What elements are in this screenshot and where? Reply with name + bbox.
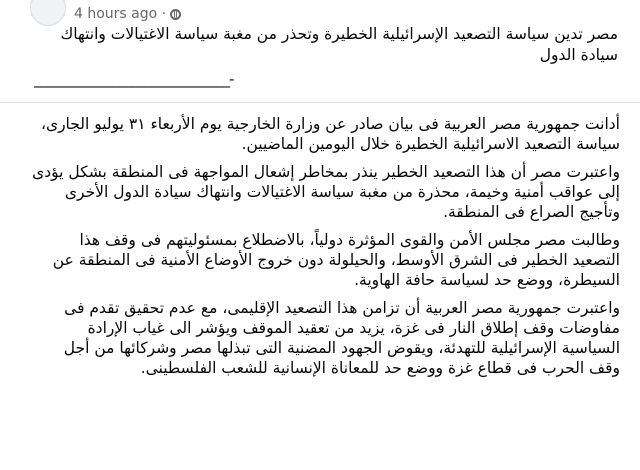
paragraph: وطالبت مصر مجلس الأمن والقوى المؤثرة دولياً، بالاضطلاع بمسئوليتهم فى وقف هذا التصعيد الخطير فى الشرق الأوسط، والحيلولة دون خروج الأوضاع الأمنية فى المنطقة عن السيطرة، ووضع حد لسياسة حافة الهاوية. (52, 231, 620, 289)
avatar[interactable] (30, 0, 66, 26)
paragraph: أدانت جمهورية مصر العربية فى بيان صادر عن وزارة الخارجية يوم الأربعاء ٣١ يوليو الجارى، سياسة التصعيد الاسرائيلية الخطيرة خلال اليومين الماضيين. (40, 115, 620, 153)
paragraph: واعتبرت مصر أن هذا التصعيد الخطير ينذر بمخاطر إشعال المواجهة فى المنطقة بشكل يؤدى إلى عواقب أمنية وخيمة، محذرة من مغبة سياسة الاغتيالات وانتهاك سيادة الدول الأخرى وتأجيج الصراع فى المنطقة. (32, 163, 620, 221)
separator-line (0, 102, 640, 103)
post-header (30, 0, 181, 26)
post-headline: مصر تدين سياسة التصعيد الإسرائيلية الخطيرة وتحذر من مغبة سياسة الاغتيالات وانتهاك سيادة الدول (60, 25, 618, 64)
post-timestamp[interactable]: 4 hours ago · (74, 6, 167, 22)
post-content (30, 24, 618, 88)
text-divider: ______________________________- (34, 70, 234, 88)
globe-icon[interactable] (170, 9, 181, 20)
post-body (28, 114, 620, 386)
post-meta (74, 6, 181, 22)
paragraph: واعتبرت جمهورية مصر العربية أن تزامن هذا التصعيد الإقليمى، مع عدم تحقيق تقدم فى مفاوضات وقف إطلاق النار فى غزة، يزيد من تعقيد الموقف ويؤشر الى غياب الإرادة السياسية الإسرائيلية للتهدئة، ويقوض الجهود المضنية التى تبذلها مصر وشركائها من أجل وقف الحرب فى قطاع غزة ووضع حد للمعاناة الإنسانية للشعب الفلسطينى. (63, 299, 620, 377)
